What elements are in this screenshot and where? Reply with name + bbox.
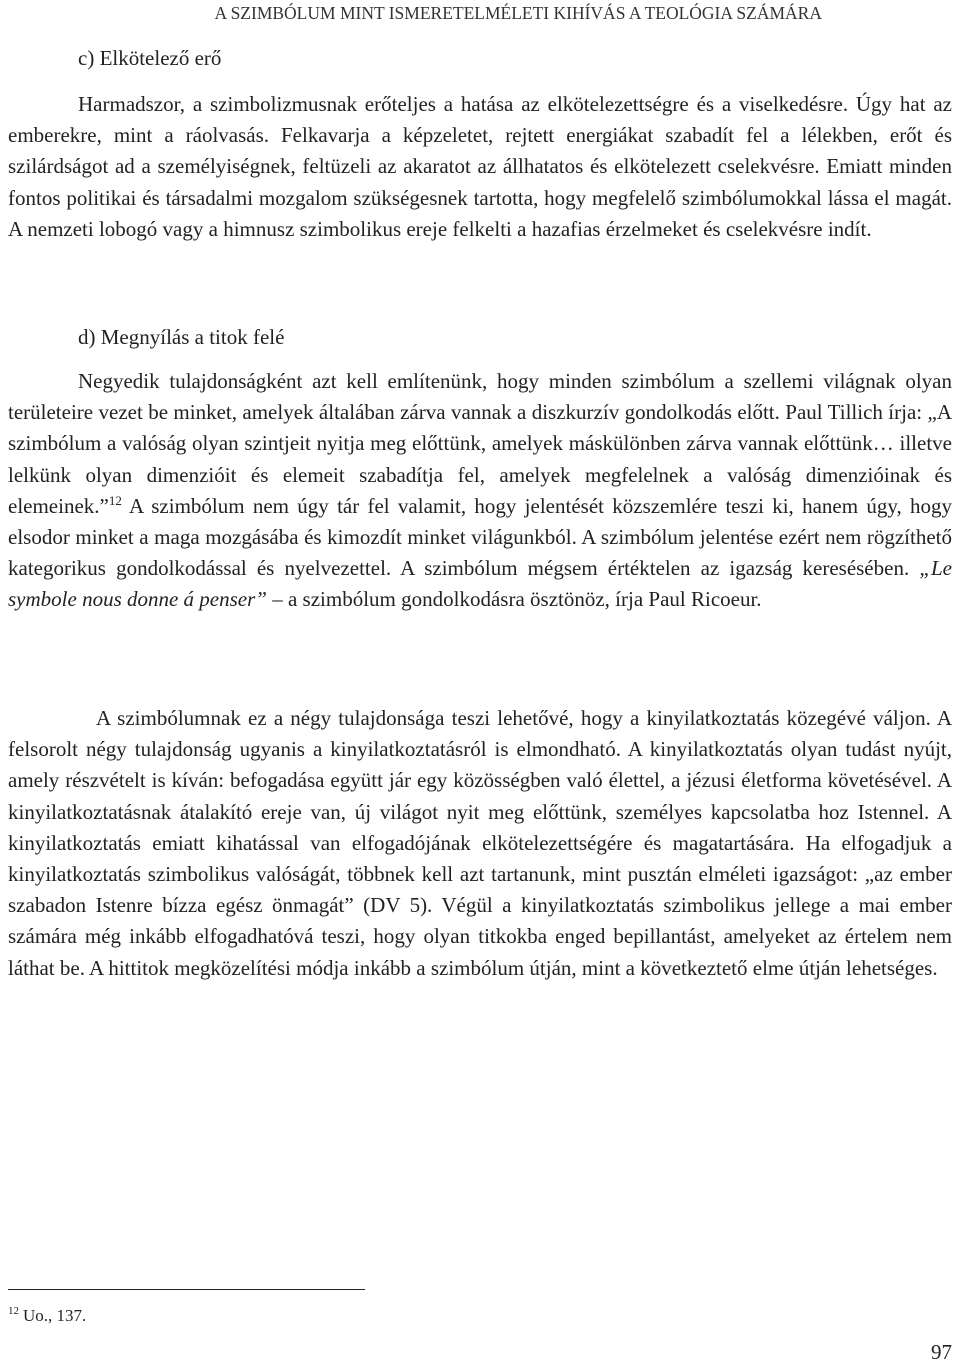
paragraph-d: [8, 366, 952, 616]
section-heading-c: c) Elkötelező erő: [78, 46, 222, 70]
footnote-reference: 12: [108, 492, 122, 508]
footnote-divider: [8, 1289, 365, 1290]
ricoeur-quote: „Le symbole nous donne á penser”: [8, 556, 952, 612]
paragraph-d-part1: Negyedik tulajdonságként azt kell említenünk, hogy minden szimbólum a szellemi világnak olyan területeire vezet be minket, amelyek általában zárva vannak a diszkurzív gondolkodás előtt. Paul Tillich írja: „A szimbólum a valóság olyan szintjeit nyitja meg előttünk, amelyek máskülönben zárva vannak előttünk… illetve lelkünk olyan dimenzióit és elemeit szabadítja fel, amelyek megfelelnek a valóság dimenzióinak és elemeinek.”: [8, 369, 952, 518]
paragraph-d-part3: – a szimbólum gondolkodásra ösztönöz, írja Paul Ricoeur.: [266, 587, 762, 612]
running-header: A SZIMBÓLUM MINT ISMERETELMÉLETI KIHÍVÁS A TEOLÓGIA SZÁMÁRA: [214, 3, 822, 23]
footnote: [8, 1305, 86, 1327]
section-heading-d: d) Megnyílás a titok felé: [78, 325, 285, 349]
footnote-text: Uo., 137.: [23, 1306, 87, 1325]
paragraph-closing: A szimbólumnak ez a négy tulajdonsága teszi lehetővé, hogy a kinyilatkoztatás közegévé váljon. A felsorolt négy tulajdonság ugyanis a kinyilatkoztatásról is elmondható. A kinyilatkoztatás olyan tudást nyújt, amely részvételt is kíván: befogadása együtt jár egy közösségben való élettel, a jézusi életforma követésével. A kinyilatkoztatásnak átalakító ereje van, új világot nyit meg előttünk, személyes kapcsolatba hoz Istennel. A kinyilatkoztatás emiatt kihatással van elfogadójának elkötelezettségére és magatartására. Ha elfogadjuk a kinyilatkoztatás szimbolikus valóságát, többnek kell azt tartanunk, mint pusztán elméleti igazságot: „az ember szabadon Istenre bízza egész önmagát” (DV 5). Végül a kinyilatkoztatás szimbolikus jellege a mai ember számára még inkább elfogadhatóvá teszi, hogy olyan titkokba enged bepillantást, amelyeket az értelem nem láthat be. A hittitok megközelítési módja inkább a szimbólum útján, mint a következtető elme útján lehetséges.: [8, 706, 952, 980]
footnote-mark: 12: [8, 1305, 19, 1318]
page-number: 97: [931, 1340, 952, 1364]
paragraph-c: Harmadszor, a szimbolizmusnak erőteljes a hatása az elkötelezettségre és a viselkedésre. Úgy hat az emberekre, mint a ráolvasás. Felkavarja a képzeletet, rejtett energiákat szabadít fel a lélekben, erőt és szilárdságot ad a személyiségnek, feltüzeli az akaratot az állhatatos és elkötelezett cselekvésre. Emiatt minden fontos politikai és társadalmi mozgalom szükségesnek tartotta, hogy megfelelő szimbólumokkal lássa el magát. A nemzeti lobogó vagy a himnusz szimbolikus ereje felkelti a hazafias érzelmeket és cselekvésre indít.: [8, 92, 952, 241]
paragraph-d-part2: A szimbólum nem úgy tár fel valamit, hogy jelentését közszemlére teszi ki, hanem úgy, hogy elsodor minket a maga mozgásába és kimozdít minket világunkból. A szimbólum jelentése ezért nem rögzíthető kategorikus gondolkodással és nyelvezettel. A szimbólum mégsem értéktelen az igazság keresésében.: [8, 493, 952, 581]
